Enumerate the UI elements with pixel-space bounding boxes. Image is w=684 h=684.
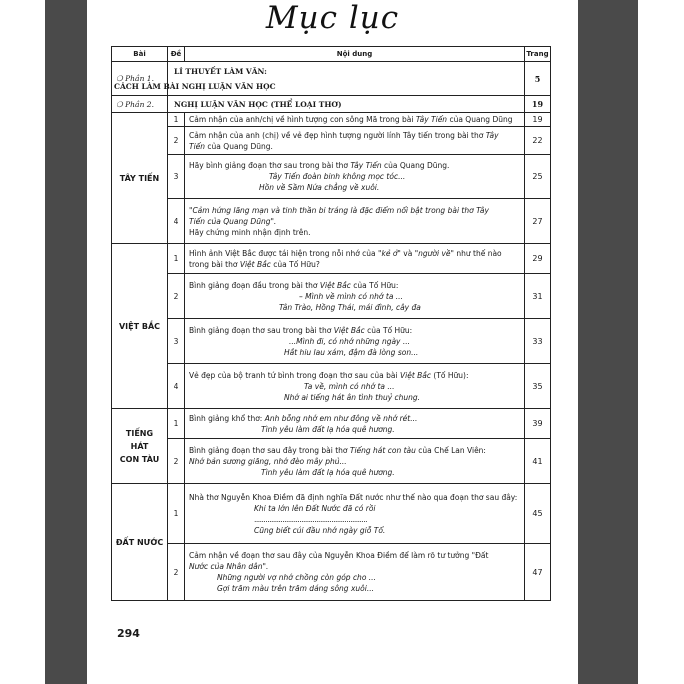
lesson-tay-tien: TÂY TIẾN <box>112 113 168 244</box>
row-content: Bình giảng đoạn thơ sau trong bài thơ Việt Bắc của Tố Hữu: ...Mình đi, có nhớ những ngày ... Hắt hiu lau xám, đậm đà lòng son... <box>185 319 525 364</box>
viewer-background-right <box>578 0 638 684</box>
row-number: 2 <box>168 127 185 155</box>
part-2-title: NGHỊ LUẬN VĂN HỌC (THỂ LOẠI THƠ) <box>168 96 525 113</box>
row-number: 4 <box>168 364 185 409</box>
row-page: 33 <box>525 319 551 364</box>
row-number: 1 <box>168 409 185 439</box>
part-1-title-line2: CÁCH LÀM BÀI NGHỊ LUẬN VĂN HỌC <box>114 81 276 91</box>
toc-row <box>112 484 551 544</box>
part-1-page: 5 <box>525 62 551 96</box>
row-page: 29 <box>525 244 551 274</box>
row-content: Bình giảng đoạn thơ sau đây trong bài thơ Tiếng hát con tàu của Chế Lan Viên: Nhớ bản sương giăng, nhớ đèo mây phủ... Tình yêu làm đất lạ hóa quê hương. <box>185 439 525 484</box>
toc-row <box>112 244 551 274</box>
row-page: 39 <box>525 409 551 439</box>
header-noidung: Nội dung <box>185 47 525 62</box>
header-de: Đề <box>168 47 185 62</box>
toc-row <box>112 409 551 439</box>
row-number: 1 <box>168 113 185 127</box>
viewer-background-left <box>45 0 87 684</box>
row-number: 1 <box>168 484 185 544</box>
row-page: 27 <box>525 199 551 244</box>
toc-header-row <box>112 47 551 62</box>
part-1-label: ❍ Phần 1. <box>112 62 168 96</box>
lesson-viet-bac: VIỆT BẮC <box>112 244 168 409</box>
row-content: Hình ảnh Việt Bắc được tái hiện trong nỗi nhớ của "kẻ ở" và "người về" như thế nào trong bài thơ Việt Bắc của Tố Hữu? <box>185 244 525 274</box>
lesson-tieng-hat-con-tau: TIẾNG HÁT CON TÀU <box>112 409 168 484</box>
toc-row <box>112 113 551 127</box>
page-title: Mục lục <box>265 0 400 36</box>
toc-table <box>111 46 551 601</box>
row-number: 2 <box>168 544 185 601</box>
row-content: Cảm nhận của anh (chị) về vẻ đẹp hình tượng người lính Tây tiến trong bài thơ Tây Tiến của Quang Dũng. <box>185 127 525 155</box>
part-2-page: 19 <box>525 96 551 113</box>
part-1-title-line1: LÍ THUYẾT LÀM VĂN: <box>174 66 267 76</box>
toc-row <box>112 319 551 364</box>
page-number: 294 <box>117 627 140 640</box>
toc-row <box>112 364 551 409</box>
row-content: "Cảm hứng lãng mạn và tinh thần bi tráng là đặc điểm nổi bật trong bài thơ Tây Tiến của Quang Dũng". Hãy chứng minh nhận định trên. <box>185 199 525 244</box>
row-content: Cảm nhận của anh/chị về hình tượng con sông Mã trong bài Tây Tiến của Quang Dũng <box>185 113 525 127</box>
part-2-row <box>112 96 551 113</box>
row-page: 25 <box>525 155 551 199</box>
row-content: Bình giảng khổ thơ: Anh bỗng nhớ em như đông về nhớ rét... Tình yêu làm đất lạ hóa quê hương. <box>185 409 525 439</box>
row-page: 41 <box>525 439 551 484</box>
row-content: Cảm nhận về đoạn thơ sau đây của Nguyễn Khoa Điềm để làm rõ tư tưởng "Đất Nước của Nhân dân". Những người vợ nhớ chồng còn góp cho ... Gợi trăm màu trên trăm dáng sông xuôi... <box>185 544 525 601</box>
row-page: 47 <box>525 544 551 601</box>
lesson-dat-nuoc: ĐẤT NƯỚC <box>112 484 168 601</box>
row-number: 2 <box>168 439 185 484</box>
toc-row <box>112 155 551 199</box>
row-page: 45 <box>525 484 551 544</box>
row-content: Hãy bình giảng đoạn thơ sau trong bài thơ Tây Tiến của Quang Dũng. Tây Tiến đoàn binh không mọc tóc... Hồn về Sầm Nứa chẳng về xuôi. <box>185 155 525 199</box>
toc-row <box>112 544 551 601</box>
toc-row <box>112 199 551 244</box>
row-page: 35 <box>525 364 551 409</box>
row-content: Vẻ đẹp của bộ tranh tứ bình trong đoạn thơ sau của bài Việt Bắc (Tố Hữu): Ta về, mình có nhớ ta ... Nhớ ai tiếng hát ân tình thuỷ chung. <box>185 364 525 409</box>
row-number: 2 <box>168 274 185 319</box>
row-number: 3 <box>168 155 185 199</box>
row-number: 1 <box>168 244 185 274</box>
document-page <box>87 0 578 684</box>
toc-row <box>112 274 551 319</box>
toc-row <box>112 439 551 484</box>
part-2-label: ❍ Phần 2. <box>112 96 168 113</box>
row-page: 19 <box>525 113 551 127</box>
header-trang: Trang <box>525 47 551 62</box>
row-content: Nhà thơ Nguyễn Khoa Điềm đã định nghĩa Đất nước như thế nào qua đoạn thơ sau đây: Khi ta lớn lên Đất Nước đã có rồi ............................................................ Cũng biết cúi đầu nhớ ngày giỗ Tổ. <box>185 484 525 544</box>
part-1-row <box>112 62 551 96</box>
header-bai: Bài <box>112 47 168 62</box>
row-number: 3 <box>168 319 185 364</box>
row-content: Bình giảng đoạn đầu trong bài thơ Việt Bắc của Tố Hữu: – Mình về mình có nhớ ta ... Tân Trào, Hồng Thái, mái đình, cây đa <box>185 274 525 319</box>
row-number: 4 <box>168 199 185 244</box>
row-page: 22 <box>525 127 551 155</box>
row-page: 31 <box>525 274 551 319</box>
toc-row <box>112 127 551 155</box>
